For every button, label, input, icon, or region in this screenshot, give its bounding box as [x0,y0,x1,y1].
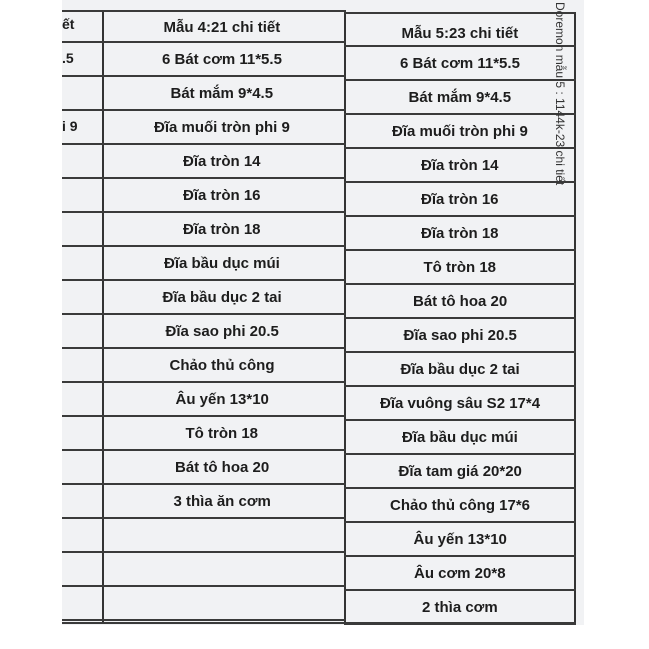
table-cell: Tô tròn 18 [185,424,259,442]
table-cell: Tô tròn 18 [423,258,497,276]
table-cell: Đĩa bầu dục múi [164,254,280,272]
table-cell: Bát mắm 9*4.5 [170,84,274,102]
row-rule [62,619,346,621]
row-rule [62,10,346,12]
table-cell: Đĩa tam giá 20*20 [398,462,522,480]
column-header: Mẫu 5:23 chi tiết [401,24,519,42]
table-cell: Âu cơm 20*8 [414,564,506,582]
table-cell: Đĩa tròn 14 [421,156,499,174]
row-rule [344,12,576,14]
table-cell: 3 thìa ăn cơm [173,492,271,510]
table-cell: Đĩa tròn 18 [183,220,261,238]
row-rule [344,521,576,523]
row-rule [62,483,346,485]
row-rule [344,79,576,81]
row-rule [62,143,346,145]
row-rule [62,245,346,247]
table-cell: Đĩa bầu dục múi [402,428,518,446]
table-cell: Đĩa sao phi 20.5 [165,322,279,340]
row-rule [344,249,576,251]
table-cell: Bát tô hoa 20 [175,458,270,476]
table-cell: Đĩa bầu dục 2 tai [162,288,282,306]
table-cell: 6 Bát cơm 11*5.5 [162,50,282,68]
row-rule [344,487,576,489]
row-rule [62,177,346,179]
row-rule [344,453,576,455]
row-rule [62,279,346,281]
table-cell: Đĩa sao phi 20.5 [403,326,517,344]
stub-header: ết [62,16,75,32]
table-cell: Đĩa tròn 16 [183,186,261,204]
row-rule [62,109,346,111]
column-divider [102,12,104,622]
row-rule [344,385,576,387]
row-rule [62,347,346,349]
side-note: Doremon mẫu 5 : 1144k-23 chi tiết [553,2,567,186]
table-cell: Bát mắm 9*4.5 [408,88,512,106]
row-rule [62,41,346,43]
row-rule [62,313,346,315]
table-cell: Chảo thủ công [169,356,275,374]
table-cell: Bát tô hoa 20 [413,292,508,310]
table-cell: Đĩa bầu dục 2 tai [400,360,520,378]
document-photo [62,0,584,625]
row-rule [344,113,576,115]
row-rule [344,181,576,183]
row-rule [344,215,576,217]
table-cell: Đĩa tròn 14 [183,152,261,170]
table-cell: Âu yến 13*10 [175,390,269,408]
row-rule [62,75,346,77]
table-bottom-border [62,622,576,624]
row-rule [62,551,346,553]
row-rule [344,147,576,149]
table-cell: 2 thìa cơm [422,598,498,616]
table-cell: Đĩa muối tròn phi 9 [392,122,528,140]
stub-cell: .5 [62,50,74,66]
row-rule [62,211,346,213]
stub-cell: i 9 [62,118,78,134]
row-rule [344,589,576,591]
row-rule [62,415,346,417]
row-rule [344,419,576,421]
table-cell: 6 Bát cơm 11*5.5 [400,54,520,72]
column-header: Mẫu 4:21 chi tiết [163,18,281,36]
row-rule [62,585,346,587]
table-cell: Chảo thủ công 17*6 [390,496,531,514]
table-cell: Đĩa muối tròn phi 9 [154,118,290,136]
table-cell: Đĩa tròn 18 [421,224,499,242]
table-cell: Đĩa vuông sâu S2 17*4 [380,394,541,412]
row-rule [62,449,346,451]
row-rule [344,555,576,557]
row-rule [344,283,576,285]
table-cell: Đĩa tròn 16 [421,190,499,208]
row-rule [62,517,346,519]
row-rule [344,317,576,319]
row-rule [344,45,576,47]
row-rule [344,351,576,353]
row-rule [62,381,346,383]
table-cell: Âu yến 13*10 [413,530,507,548]
